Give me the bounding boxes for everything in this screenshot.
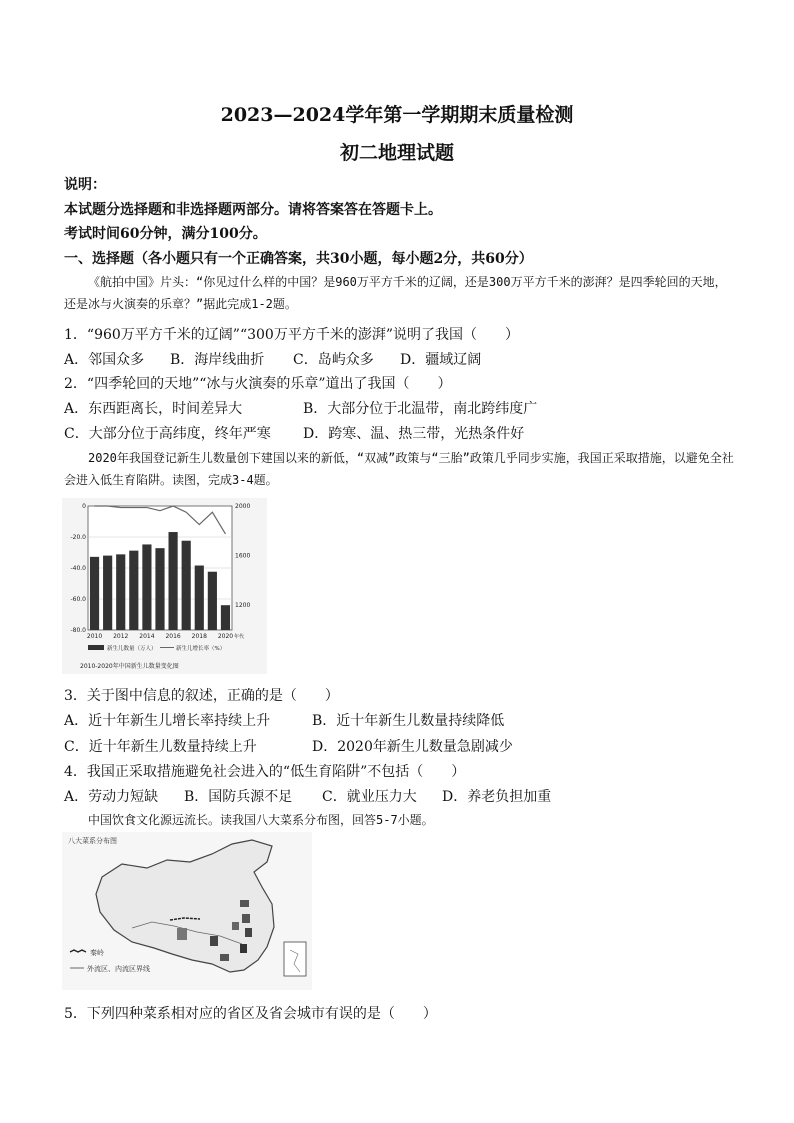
question-1-option-a: A．邻国众多 [64, 352, 145, 368]
question-1-option-c: C．岛屿众多 [293, 352, 374, 368]
section-heading: 一、选择题（各小题只有一个正确答案，共30小题，每小题2分，共60分） [64, 251, 533, 267]
chart-x-tick-label: 2014 [139, 633, 155, 640]
question-5-stem: 5．下列四种菜系相对应的省区及省会城市有误的是（ ） [64, 1006, 437, 1022]
notes-heading: 说明： [64, 177, 106, 193]
legend-bar-swatch [88, 645, 104, 650]
cuisine-region-sichuan [177, 928, 187, 940]
chart-x-tick-label: 2010 [86, 633, 103, 640]
chart-x-tick-label: 2018 [191, 633, 207, 640]
cuisine-region-guangdong [220, 954, 229, 961]
chart-bar-2018 [195, 566, 204, 630]
cuisine-map [62, 832, 312, 990]
chart-bar-2017 [182, 541, 191, 630]
question-1-stem: 1．“960万平方千米的辽阔”“300万平方千米的澎湃”说明了我国（ ） [64, 327, 519, 343]
question-3-option-a: A．近十年新生儿增长率持续上升 [64, 713, 271, 729]
question-3-option-d: D．2020年新生儿数量急剧减少 [312, 739, 513, 755]
intro-passage-1: 《航拍中国》片头：“你见过什么样的中国？是960万平方千米的辽阔，还是300万平方千米的澎湃？是四季轮回的天地，还是冰与火演奏的乐章？”据此完成1-2题。 [64, 275, 727, 311]
chart-x-tick-label: 2020 [217, 633, 234, 640]
chart-right-tick-label: 1200 [235, 602, 251, 610]
newborn-chart [62, 498, 267, 674]
question-4-option-c: C．就业压力大 [322, 789, 417, 805]
chart-x-unit: 年代 [234, 634, 245, 640]
question-4-option-d: D．养老负担加重 [442, 789, 552, 805]
question-3-option-c: C．近十年新生儿数量持续上升 [64, 739, 257, 755]
cuisine-region-shandong [240, 900, 249, 907]
chart-x-tick-label: 2012 [113, 633, 129, 640]
question-1-option-b: B．海岸线曲折 [170, 352, 265, 368]
question-3-option-b: B．近十年新生儿数量持续降低 [312, 713, 505, 729]
cuisine-region-anhui [232, 922, 239, 930]
question-1-option-d: D．疆域辽阔 [400, 352, 482, 368]
chart-left-tick-label: -40.0 [70, 565, 86, 572]
notes-line-2: 考试时间60分钟，满分100分。 [64, 226, 267, 242]
legend-qinling-label: 秦岭 [90, 949, 104, 957]
question-4-stem: 4．我国正采取措施避免社会进入的“低生育陷阱”不包括（ ） [64, 764, 466, 780]
chart-x-tick-label: 2016 [165, 633, 181, 640]
question-4-option-b: B．国防兵源不足 [184, 789, 293, 805]
chart-bar-2019 [208, 572, 217, 630]
question-2-option-d: D．跨寒、温、热三带，光热条件好 [303, 426, 525, 442]
exam-subtitle: 初二地理试题 [339, 142, 454, 164]
cuisine-region-hunan [210, 936, 218, 946]
chart-left-tick-label: 0 [82, 503, 86, 510]
chart-bar-2013 [129, 551, 138, 630]
exam-title: 2023—2024学年第一学期期末质量检测 [220, 104, 574, 126]
chart-bar-2010 [90, 557, 99, 630]
chart-right-tick-label: 2000 [235, 503, 251, 510]
chart-bar-2016 [169, 532, 178, 630]
chart-bar-2015 [155, 548, 164, 630]
question-2-stem: 2．“四季轮回的天地”“冰与火演奏的乐章”道出了我国（ ） [64, 376, 452, 392]
question-4-option-a: A．劳动力短缺 [64, 789, 159, 805]
question-2-option-b: B．大部分位于北温带，南北跨纬度广 [303, 401, 538, 417]
chart-left-tick-label: -80.0 [70, 627, 86, 634]
chart-right-tick-label: 1600 [235, 552, 251, 560]
chart-bar-2014 [142, 544, 151, 630]
question-2-option-a: A．东西距离长，时间差异大 [64, 401, 243, 417]
intro-passage-3: 中国饮食文化源远流长。读我国八大菜系分布图，回答5-7小题。 [88, 813, 434, 827]
question-3-stem: 3．关于图中信息的叙述，正确的是（ ） [64, 688, 339, 704]
legend-line-label: 新生儿增长率（%） [176, 646, 226, 652]
legend-boundary-label: 外流区、内流区界线 [87, 965, 150, 973]
question-2-option-c: C．大部分位于高纬度，终年严寒 [64, 426, 271, 442]
intro-passage-2: 2020年我国登记新生儿数量创下建国以来的新低，“双减”政策与“三胎”政策几乎同步实施，我国正采取措施，以避免全社会进入低生育陷阱。读图，完成3-4题。 [64, 451, 734, 487]
cuisine-region-fujian [240, 944, 247, 953]
chart-bar-2011 [103, 556, 112, 630]
chart-bar-2020 [221, 605, 230, 630]
south-sea-inset [284, 942, 306, 976]
chart-caption: 2010-2020年中国新生儿数量变化图 [80, 663, 179, 670]
chart-left-tick-label: -60.0 [70, 596, 86, 603]
cuisine-region-jiangsu [242, 914, 250, 923]
chart-left-tick-label: -20.0 [70, 534, 86, 541]
cuisine-region-zhejiang [245, 928, 252, 937]
chart-bar-2012 [116, 554, 125, 630]
legend-bar-label: 新生儿数量（万人） [107, 646, 157, 652]
map-title: 八大菜系分布图 [68, 837, 117, 845]
notes-line-1: 本试题分选择题和非选择题两部分。请将答案答在答题卡上。 [64, 202, 442, 218]
